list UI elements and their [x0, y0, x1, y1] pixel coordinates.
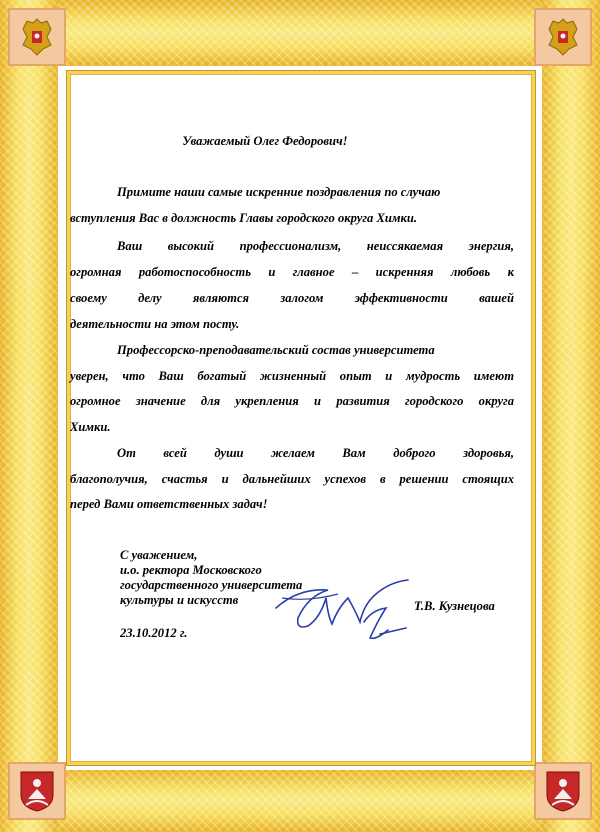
- paragraph-1: [70, 180, 514, 231]
- border-top: [0, 0, 600, 66]
- border-right: [542, 0, 600, 832]
- paragraph-2: [70, 233, 514, 337]
- paragraph-line: огромная работоспособность и главное – искренняя любовь к: [70, 265, 514, 279]
- paragraph-line: деятельности на этом посту.: [70, 317, 240, 331]
- paragraph-line: благополучия, счастья и дальнейших успехов в решении стоящих: [70, 471, 514, 486]
- letter-date: 23.10.2012 г.: [120, 626, 188, 640]
- paragraph-line: Профессорско-преподавательский состав университета: [117, 343, 435, 357]
- moscow-coat-of-arms-icon: [8, 762, 66, 820]
- paragraph-line: огромное значение для укрепления и развития городского округа: [70, 394, 514, 408]
- border-bottom: [0, 770, 600, 832]
- closing-line: и.о. ректора Московского: [120, 563, 262, 577]
- handwritten-signature: [268, 568, 418, 654]
- closing-line: государственного университета: [120, 578, 303, 592]
- signatory-name: Т.В. Кузнецова: [414, 599, 495, 613]
- paragraph-line: перед Вами ответственных задач!: [70, 497, 268, 511]
- russian-coat-of-arms-icon: [534, 8, 592, 66]
- paragraph-line: Ваш высокий профессионализм, неиссякаемая энергия,: [117, 239, 514, 253]
- paragraph-line: Примите наши самые искренние поздравления по случаю: [117, 185, 441, 199]
- letter-greeting: Уважаемый Олег Федорович!: [182, 134, 348, 148]
- border-left: [0, 0, 58, 832]
- paragraph-line: Химки.: [70, 419, 111, 434]
- paragraph-line: От всей души желаем Вам доброго здоровья,: [117, 446, 514, 460]
- moscow-coat-of-arms-icon: [534, 762, 592, 820]
- closing-line: С уважением,: [120, 548, 198, 562]
- paragraph-3: [70, 338, 514, 440]
- russian-coat-of-arms-icon: [8, 8, 66, 66]
- paragraph-4: [70, 441, 514, 518]
- paragraph-line: вступления Вас в должность Главы городского округа Химки.: [70, 210, 418, 225]
- closing-line: культуры и искусств: [120, 593, 239, 607]
- paragraph-line: уверен, что Ваш богатый жизненный опыт и мудрость имеют: [70, 368, 514, 383]
- paragraph-line: своему делу являются залогом эффективности вашей: [70, 291, 514, 305]
